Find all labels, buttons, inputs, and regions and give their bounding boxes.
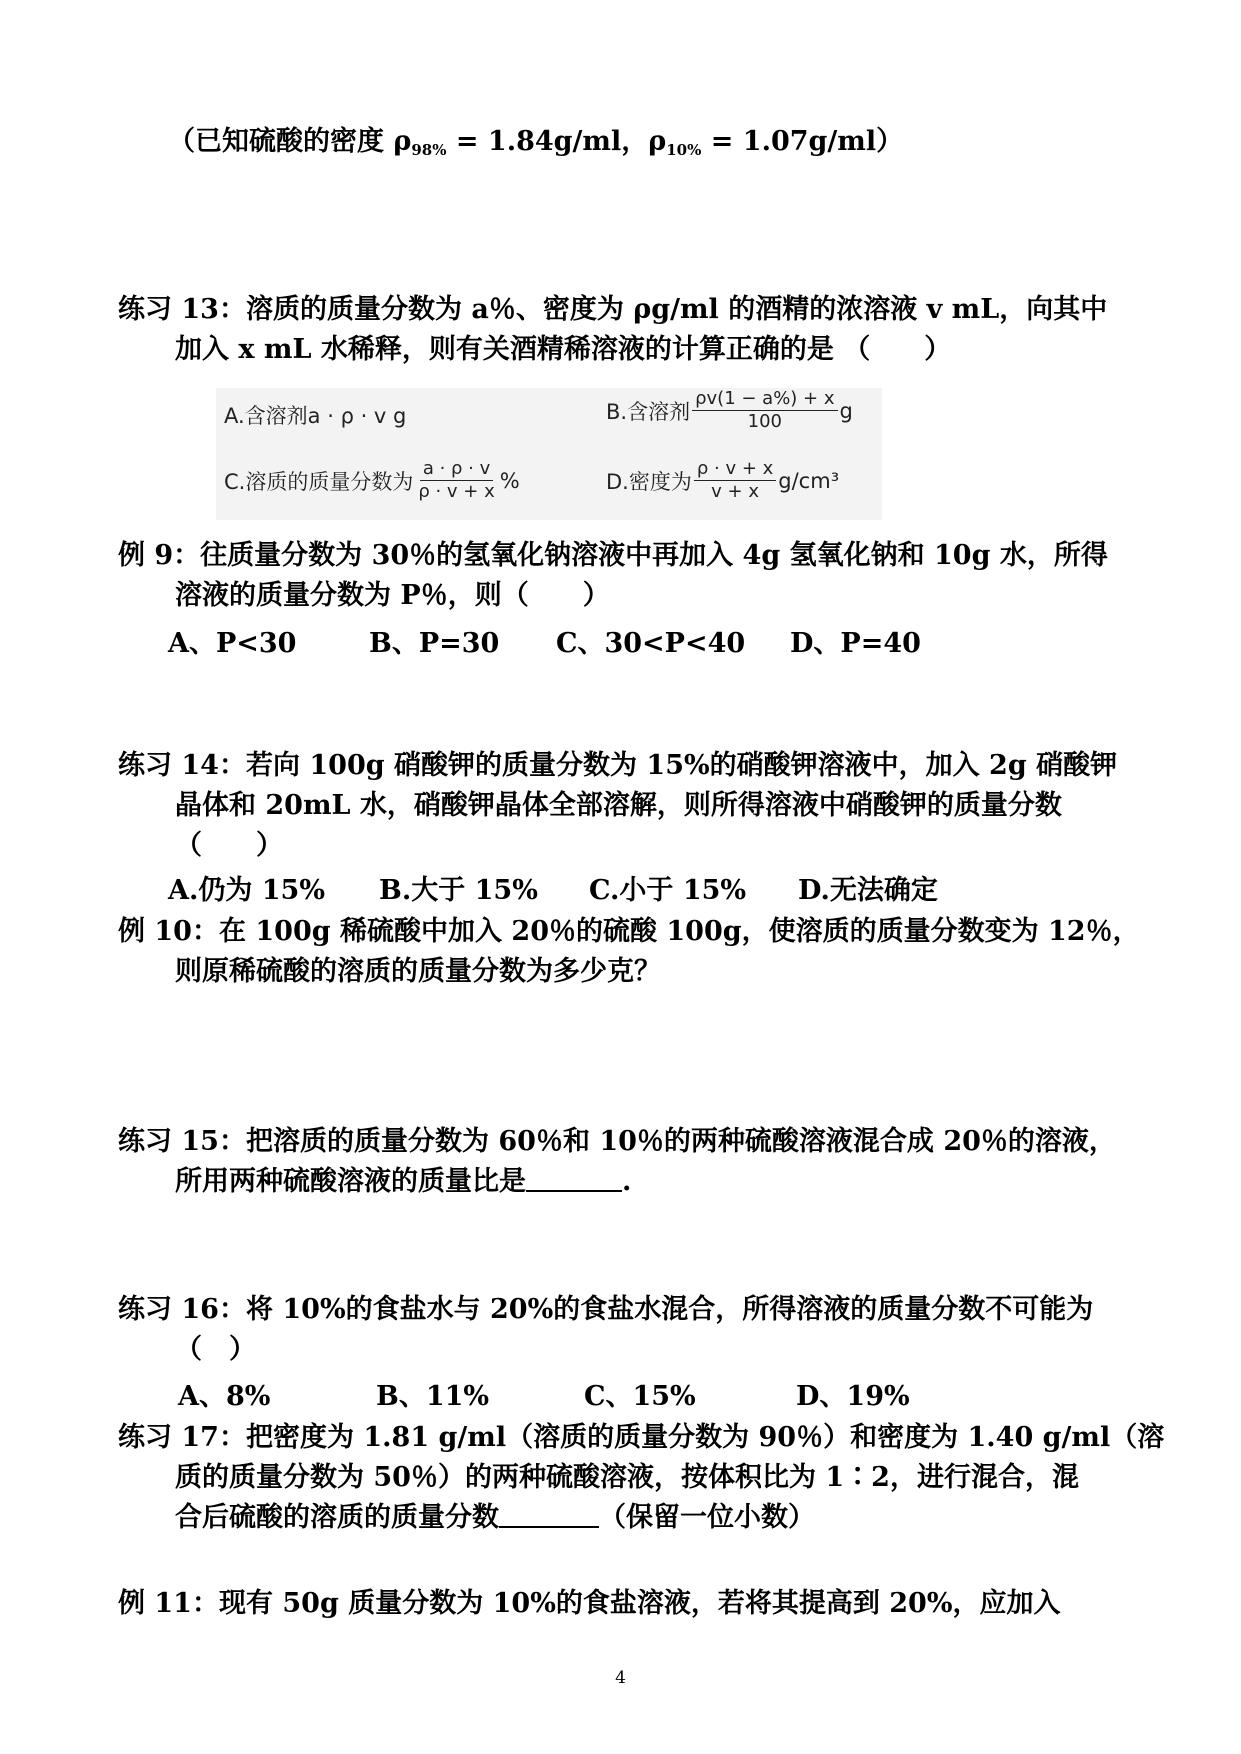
exercise-17-line-3-end: （保留一位小数）: [599, 1502, 815, 1533]
ex13-option-c-prefix: C.溶质的质量分数为: [224, 469, 414, 494]
exercise-13-options-image: [216, 388, 882, 520]
ex13-option-a-text: A.含溶剂a · ρ · v g: [224, 404, 407, 428]
ex13-option-b-suffix: g: [839, 398, 853, 423]
ex14-option-a: A.仍为 15%: [168, 875, 325, 906]
density-sub-98: 98%: [411, 141, 447, 159]
exercise-15-line-1: 练习 15：把溶质的质量分数为 60％和 10％的两种硫酸溶液混合成 20％的溶液，: [118, 1126, 1116, 1157]
ex14-option-d: D.无法确定: [798, 875, 938, 906]
example-10: [118, 912, 1140, 992]
exercise-15-line-2-text: 所用两种硫酸溶液的质量比是: [175, 1166, 526, 1197]
ex9-option-c: C、30<P<40: [556, 628, 746, 659]
ex14-option-b: B.大于 15%: [379, 875, 538, 906]
exercise-15-line-2-end: .: [622, 1166, 632, 1197]
ex13-option-c-fraction: [415, 458, 497, 503]
ex13-option-d-denominator: v + x: [711, 481, 759, 502]
ex9-option-b: B、P=30: [369, 628, 500, 659]
density-note-mid: = 1.84g/ml，ρ: [446, 126, 667, 157]
exercise-13-line-2: 加入 x mL 水稀释，则有关酒精稀溶液的计算正确的是 （ ）: [175, 334, 952, 365]
ex16-option-c: C、15%: [584, 1381, 696, 1412]
ex13-option-b-prefix: B.含溶剂: [606, 399, 691, 424]
ex13-option-d-suffix: g/cm³: [778, 468, 840, 493]
ex16-option-a: A、8%: [178, 1381, 271, 1412]
page-number: 4: [615, 1668, 626, 1688]
exercise-13: [118, 290, 1107, 370]
ex13-option-d-numerator: ρ · v + x: [694, 458, 776, 481]
density-note-post: = 1.07g/ml）: [701, 126, 904, 157]
example-9-line-2: 溶液的质量分数为 P％，则（ ）: [175, 580, 610, 611]
exercise-16: [118, 1290, 1093, 1370]
example-11-line-1: 例 11：现有 50g 质量分数为 10%的食盐溶液，若将其提高到 20%，应加入: [118, 1588, 1061, 1619]
exercise-14-line-3: （ ）: [175, 830, 283, 861]
ex13-option-b: [606, 388, 853, 433]
exercise-14-line-2: 晶体和 20mL 水，硝酸钾晶体全部溶解，则所得溶液中硝酸钾的质量分数: [175, 790, 1062, 821]
ex13-option-b-denominator: 100: [747, 411, 782, 432]
example-9: [118, 536, 1108, 616]
exercise-16-line-2: （ ）: [175, 1334, 256, 1365]
exercise-16-line-1: 练习 16：将 10%的食盐水与 20%的食盐水混合，所得溶液的质量分数不可能为: [118, 1294, 1094, 1325]
ex13-option-b-numerator: ρv(1 − a%) + x: [692, 388, 837, 411]
ex13-option-c-numerator: a · ρ · v: [420, 458, 493, 481]
ex9-option-a: A、P<30: [168, 628, 297, 659]
exercise-17-line-2: 质的质量分数为 50％）的两种硫酸溶液，按体积比为 1∶2，进行混合，混: [175, 1462, 1079, 1493]
ex9-option-d: D、P=40: [790, 628, 921, 659]
ex13-option-d: [606, 458, 839, 503]
ex13-option-d-fraction: [694, 458, 776, 503]
density-sub-10: 10%: [666, 141, 702, 159]
exercise-17-line-1: 练习 17：把密度为 1.81 g/ml（溶质的质量分数为 90％）和密度为 1.40 g/ml（溶: [118, 1422, 1165, 1453]
example-9-line-1: 例 9：往质量分数为 30％的氢氧化钠溶液中再加入 4g 氢氧化钠和 10g 水，所得: [118, 540, 1108, 571]
example-10-line-1: 例 10：在 100g 稀硫酸中加入 20％的硫酸 100g，使溶质的质量分数变为 12％，: [118, 916, 1140, 947]
ex14-option-c: C.小于 15%: [589, 875, 747, 906]
exercise-13-line-1: 练习 13：溶质的质量分数为 a％、密度为 ρg/ml 的酒精的浓溶液 v mL，向其中: [118, 294, 1108, 325]
ex13-option-b-fraction: [692, 388, 837, 433]
density-note: [168, 122, 903, 170]
exercise-17: [118, 1418, 1164, 1538]
ex16-option-d: D、19%: [796, 1381, 910, 1412]
exercise-15-line-2: [118, 1162, 1116, 1202]
ex16-option-b: B、11%: [376, 1381, 490, 1412]
ex13-option-c-denominator: ρ · v + x: [418, 481, 495, 502]
exercise-14: [118, 746, 1117, 866]
ex13-option-d-prefix: D.密度为: [606, 469, 692, 494]
example-11: [118, 1584, 1060, 1624]
exercise-17-answer-blank[interactable]: [499, 1500, 599, 1528]
ex13-option-a: [224, 400, 406, 430]
exercise-15: [118, 1122, 1116, 1202]
exercise-15-answer-blank[interactable]: [526, 1164, 622, 1192]
example-10-line-2: 则原稀硫酸的溶质的质量分数为多少克？: [175, 956, 661, 987]
ex13-option-c: [224, 458, 520, 503]
exercise-17-line-3-text: 合后硫酸的溶质的质量分数: [175, 1502, 499, 1533]
ex13-option-c-suffix: %: [499, 468, 520, 493]
exercise-17-line-3: [118, 1498, 1164, 1538]
density-note-pre: （已知硫酸的密度 ρ: [168, 126, 412, 157]
exercise-14-line-1: 练习 14：若向 100g 硝酸钾的质量分数为 15%的硝酸钾溶液中，加入 2g 硝酸钾: [118, 750, 1118, 781]
